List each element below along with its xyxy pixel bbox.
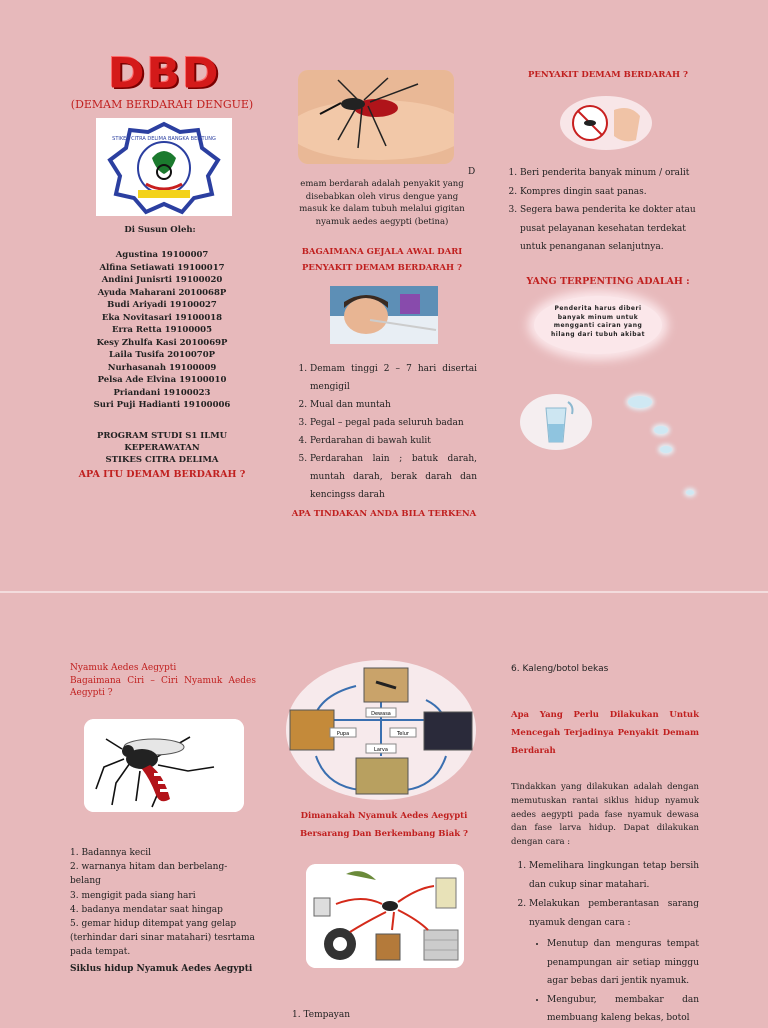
- breeding-item-6: 6. Kaleng/botol bekas: [511, 664, 609, 674]
- important-heading: YANG TERPENTING ADALAH :: [526, 276, 690, 287]
- child-thermometer-photo: [330, 286, 438, 344]
- water-glass-illustration: [520, 394, 592, 450]
- panel3-heading: PENYAKIT DEMAM BERDARAH ?: [528, 70, 688, 80]
- program-block: [62, 430, 262, 466]
- prevention-intro: Tindakkan yang dilakukan adalah dengan memutuskan rantai siklus hidup nyamuk aedes aegypti pada fase nyamuk dewasa dan fase larva hidup. Dapat dilakukan dengan cara :: [511, 782, 699, 848]
- logo-text: STIKES CITRA DELIMA BANGKA BELITUNG: [112, 136, 216, 142]
- bubble: [654, 426, 668, 434]
- author-name: Ayuda Maharani 2010068P: [97, 287, 227, 298]
- author-name: Budi Ariyadi 19100027: [107, 300, 217, 310]
- trait-item: 4. badanya mendatar saat hingap: [70, 904, 223, 915]
- subtitle: (DEMAM BERDARAH DENGUE): [70, 98, 254, 111]
- symptom-item: 5. Perdarahan lain ; batuk darah, muntah darah, berak darah dan kencingss darah: [310, 450, 477, 504]
- author-list: [62, 249, 262, 412]
- mosquito-bite-photo: [298, 70, 454, 164]
- traits-list: [70, 846, 256, 960]
- cycle-label-pupa: Pupa: [336, 731, 350, 737]
- symptom-item: 4. Perdarahan di bawah kulit: [310, 432, 477, 450]
- treatment-item: 2. Kompres dingin saat panas.: [520, 183, 698, 202]
- author-name: Agustina 19100007: [115, 250, 209, 260]
- cycle-label-larva: Larva: [374, 747, 388, 753]
- cycle-label-dewasa: Dewasa: [371, 711, 391, 717]
- dbd-definition: emam berdarah adalah penyakit yang disebabkan oleh virus dengue yang masuk ke dalam tubuh melalui gigitan nyamuk aedes aegypti (betina): [299, 179, 465, 227]
- author-name: Nurhasanah 19100009: [107, 362, 217, 373]
- author-name: Andini Junisrti 19100020: [101, 275, 223, 285]
- treatment-item: 3. Segera bawa penderita ke dokter atau pusat pelayanan kesehatan terdekat untuk penanganan selanjutnya.: [520, 201, 698, 257]
- prevention-step: 1. Memelihara lingkungan tetap bersih dan cukup sinar matahari.: [529, 857, 699, 895]
- action-heading: APA TINDAKAN ANDA BILA TERKENA: [291, 509, 477, 519]
- prevention-step: 2. Melakukan pemberantasan sarang nyamuk dengan cara :: [529, 895, 699, 933]
- cloud-text: Penderita harus diberi banyak minum untuk mengganti cairan yang hilang dari tubuh akibat: [551, 305, 645, 338]
- author-name: Alfina Setiawati 19100017: [99, 262, 225, 273]
- author-name: Pelsa Ade Elvina 19100010: [97, 375, 227, 385]
- prevention-bullet: • Menutup dan menguras tempat penampungan air setiap minggu agar bebas dari jentik nyamuk.: [547, 935, 699, 991]
- life-cycle-heading: Siklus hidup Nyamuk Aedes Aegypti: [70, 964, 253, 974]
- author-name: Suri Puji Hadianti 19100006: [93, 400, 231, 410]
- treatment-item: 1. Beri penderita banyak minum / oralit: [520, 164, 698, 183]
- breeding-heading: Dimanakah Nyamuk Aedes Aegypti Bersarang Dan Berkembang Biak ?: [299, 811, 469, 839]
- life-cycle-diagram: [286, 660, 476, 800]
- trait-item: 3. mengigit pada siang hari: [70, 890, 196, 901]
- author-name: Eka Novitasari 19100018: [101, 312, 223, 323]
- program-line: KEPERAWATAN: [124, 443, 200, 453]
- author-name: Kesy Zhulfa Kasi 2010069P: [96, 337, 228, 348]
- author-name: Erra Retta 19100005: [111, 325, 212, 335]
- bubble: [686, 490, 694, 495]
- trait-item: 5. gemar hidup ditempat yang gelap (terhindar dari sinar matahari) tesrtama pada tempat.: [70, 919, 255, 958]
- cycle-label-telur: Telur: [397, 731, 409, 737]
- trait-item: 2. warnanya hitam dan berbelang-belang: [70, 862, 228, 887]
- symptom-item: 1. Demam tinggi 2 – 7 hari disertai mengigil: [310, 360, 477, 396]
- prevention-steps: [511, 857, 699, 1028]
- breeding-places-illustration: [306, 864, 464, 968]
- bubble: [628, 396, 652, 408]
- trait-item: 1. Badannya kecil: [70, 848, 152, 858]
- prevention-heading: Apa Yang Perlu Dilakukan Untuk Mencegah Terjadinya Penyakit Demam Berdarah: [511, 710, 699, 756]
- symptom-item: 3. Pegal – pegal pada seluruh badan: [310, 414, 477, 432]
- program-line: STIKES CITRA DELIMA: [105, 455, 219, 465]
- dbd-title: DBD: [108, 49, 221, 98]
- drop-cap: D: [468, 167, 476, 177]
- bubble: [660, 446, 672, 453]
- traits-heading: Bagaimana Ciri – Ciri Nyamuk Aedes Aegypti ?: [70, 676, 256, 698]
- author-name: Priandani 19100023: [113, 387, 211, 398]
- mosquito-hand-illustration: [560, 96, 652, 150]
- breeding-item: 1. Tempayan: [292, 1010, 350, 1020]
- page-divider: [0, 591, 768, 593]
- symptom-item: 2. Mual dan muntah: [310, 396, 477, 414]
- symptoms-heading: BAGAIMANA GEJALA AWAL DARI PENYAKIT DEMAM BERDARAH ?: [301, 247, 463, 273]
- prepared-by: Di Susun Oleh:: [124, 225, 196, 235]
- aedes-mosquito-illustration: [84, 719, 244, 812]
- author-name: Laila Tusifa 2010070P: [108, 350, 216, 360]
- program-line: PROGRAM STUDI S1 ILMU: [96, 431, 228, 441]
- what-is-dbd-heading: APA ITU DEMAM BERDARAH ?: [78, 469, 246, 480]
- symptoms-list: [292, 360, 477, 504]
- college-logo: [96, 118, 232, 216]
- treatment-list: [502, 164, 698, 257]
- prevention-bullet: • Mengubur, membakar dan membuang kaleng bekas, botol: [547, 991, 699, 1028]
- aedes-title: Nyamuk Aedes Aegypti: [70, 663, 177, 673]
